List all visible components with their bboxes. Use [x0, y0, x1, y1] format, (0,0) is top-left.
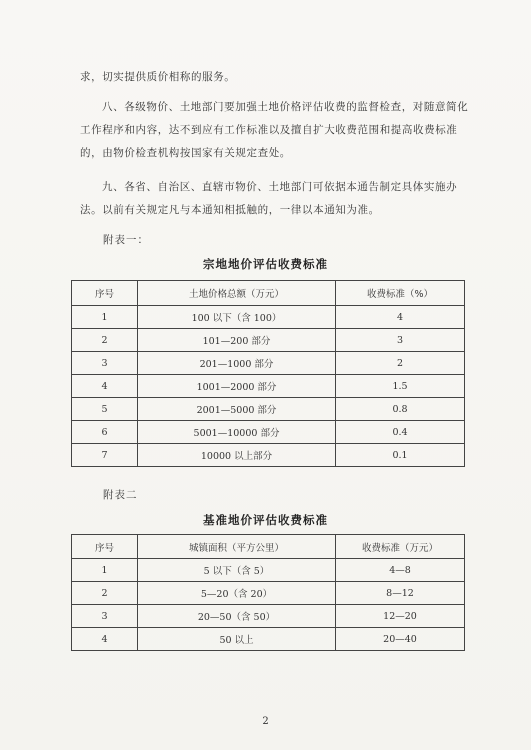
table-cell: 1 [72, 559, 138, 582]
table-cell: 2 [72, 582, 138, 605]
paragraph-nine [80, 176, 475, 222]
table-cell: 10000 以上部分 [138, 444, 336, 467]
table-cell: 4 [336, 306, 465, 329]
appendix2-header-index: 序号 [72, 535, 138, 559]
appendix2-header-fee: 收费标准（万元） [336, 535, 465, 559]
table-cell: 201—1000 部分 [138, 352, 336, 375]
appendix1-header-index: 序号 [72, 281, 138, 306]
appendix2-table [71, 534, 465, 651]
table-cell: 3 [336, 329, 465, 352]
appendix1-header-price: 土地价格总额（万元） [138, 281, 336, 306]
table-cell: 5 以下（含 5） [138, 559, 336, 582]
table-cell: 2001—5000 部分 [138, 398, 336, 421]
paragraph-eight [80, 96, 475, 165]
table-cell: 20—40 [336, 628, 465, 651]
table-cell: 4 [72, 628, 138, 651]
table-cell: 6 [72, 421, 138, 444]
table-row [72, 628, 465, 651]
table-row [72, 398, 465, 421]
paragraph-continuation: 求，切实提供质价相称的服务。 [80, 71, 236, 83]
appendix1-header-rate: 收费标准（%） [336, 281, 465, 306]
table-row [72, 582, 465, 605]
table-cell: 5001—10000 部分 [138, 421, 336, 444]
paragraph-eight-text: 八、各级物价、土地部门要加强土地价格评估收费的监督检查，对随意简化工作程序和内容，达不到应有工作标准以及擅自扩大收费范围和提高收费标准的，由物价检查机构按国家有关规定查处。 [80, 101, 469, 159]
table-cell: 20—50（含 50） [138, 605, 336, 628]
table-cell: 1 [72, 306, 138, 329]
table-cell: 4 [72, 375, 138, 398]
table-cell: 12—20 [336, 605, 465, 628]
appendix1-header-row [72, 281, 465, 306]
table-row [72, 352, 465, 375]
appendix2-title: 基准地价评估收费标准 [203, 513, 328, 527]
appendix1-label: 附表一： [103, 234, 149, 246]
table-row [72, 421, 465, 444]
table-cell: 101—200 部分 [138, 329, 336, 352]
appendix2-header-row [72, 535, 465, 559]
table-cell: 2 [336, 352, 465, 375]
table-cell: 0.1 [336, 444, 465, 467]
table-cell: 1001—2000 部分 [138, 375, 336, 398]
paragraph-nine-text: 九、各省、自治区、直辖市物价、土地部门可依据本通告制定具体实施办法。以前有关规定凡与本通知相抵触的，一律以本通知为准。 [80, 181, 458, 216]
table-row [72, 559, 465, 582]
table-row [72, 306, 465, 329]
table-cell: 2 [72, 329, 138, 352]
table-cell: 50 以上 [138, 628, 336, 651]
appendix1-table [71, 280, 465, 467]
table-cell: 5 [72, 398, 138, 421]
table-cell: 3 [72, 352, 138, 375]
table-cell: 0.8 [336, 398, 465, 421]
table-row [72, 605, 465, 628]
page-number: 2 [262, 716, 269, 727]
table-row [72, 444, 465, 467]
table-cell: 4—8 [336, 559, 465, 582]
table-cell: 0.4 [336, 421, 465, 444]
table-cell: 7 [72, 444, 138, 467]
table-row [72, 375, 465, 398]
table-cell: 3 [72, 605, 138, 628]
appendix1-title: 宗地地价评估收费标准 [203, 257, 328, 271]
table-cell: 8—12 [336, 582, 465, 605]
table-cell: 1.5 [336, 375, 465, 398]
table-cell: 100 以下（含 100） [138, 306, 336, 329]
appendix2-header-area: 城镇面积（平方公里） [138, 535, 336, 559]
table-row [72, 329, 465, 352]
appendix2-label: 附表二 [103, 489, 138, 501]
table-cell: 5—20（含 20） [138, 582, 336, 605]
